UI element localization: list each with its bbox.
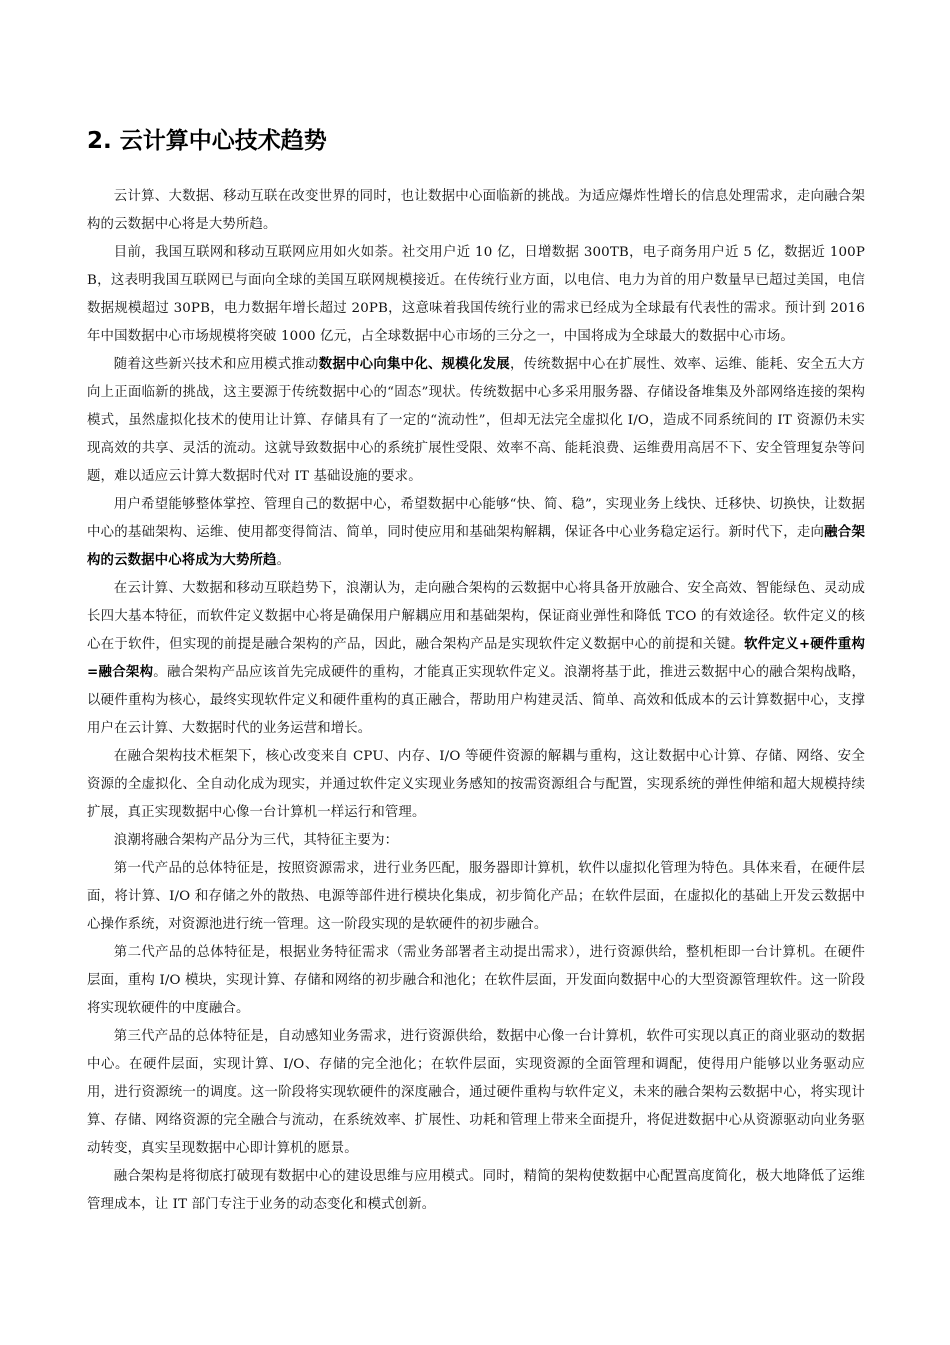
paragraph-text: 。融合架构产品应该首先完成硬件的重构，才能真正实现软件定义。浪潮将基于此，推进云数据中心的融合架构战略，以硬件重构为核心，最终实现软件定义和硬件重构的真正融合，帮助用户构建灵活、简单、高效和低成本的云计算数据中心，支撑用户在云计算、大数据时代的业务运营和增长。 [87, 665, 865, 736]
paragraph-text: 在云计算、大数据和移动互联趋势下，浪潮认为，走向融合架构的云数据中心将具备开放融合、安全高效、智能绿色、灵动成长四大基本特征，而软件定义数据中心将是确保用户解耦应用和基础架构，保证商业弹性和降低 TCO 的有效途径。软件定义的核心在于软件，但实现的前提是融合架构的产品，因此，融合架构产品是实现软件定义数据中心的前提和关键。 [87, 581, 865, 652]
paragraph-text: 第二代产品的总体特征是，根据业务特征需求（需业务部署者主动提出需求），进行资源供给，整机柜即一台计算机。在硬件层面，重构 I/O 模块，实现计算、存储和网络的初步融合和池化；在软件层面，开发面向数据中心的大型资源管理软件。这一阶段将实现软硬件的中度融合。 [87, 945, 865, 1016]
bold-text: 融合架构的云数据中心将成为大势所趋 [87, 525, 865, 568]
paragraph-text: 目前，我国互联网和移动互联网应用如火如荼。社交用户近 10 亿，日增数据 300TB，电子商务用户近 5 亿，数据近 100PB，这表明我国互联网已与面向全球的美国互联网规模接近。在传统行业方面，以电信、电力为首的用户数量早已超过美国，电信数据规模超过 30PB，电力数据年增长超过 20PB，这意味着我国传统行业的需求已经成为全球最有代表性的需求。预计到 2016 年中国数据中心市场规模将突破 1000 亿元，占全球数据中心市场的三分之一，中国将成为全球最大的数据中心市场。 [87, 245, 865, 344]
paragraph-text: 第一代产品的总体特征是，按照资源需求，进行业务匹配，服务器即计算机，软件以虚拟化管理为特色。具体来看，在硬件层面，将计算、I/O 和存储之外的散热、电源等部件进行模块化集成，初步简化产品；在软件层面，在虚拟化的基础上开发云数据中心操作系统，对资源池进行统一管理。这一阶段实现的是软硬件的初步融合。 [87, 861, 865, 932]
paragraph [87, 575, 865, 743]
paragraph-text: 在融合架构技术框架下，核心改变来自 CPU、内存、I/O 等硬件资源的解耦与重构，这让数据中心计算、存储、网络、安全资源的全虚拟化、全自动化成为现实，并通过软件定义实现业务感知的按需资源组合与配置，实现系统的弹性伸缩和超大规模持续扩展，真正实现数据中心像一台计算机一样运行和管理。 [87, 749, 865, 820]
paragraph [87, 1023, 865, 1163]
paragraph-text: 融合架构是将彻底打破现有数据中心的建设思维与应用模式。同时，精简的架构使数据中心配置高度简化，极大地降低了运维管理成本，让 IT 部门专注于业务的动态变化和模式创新。 [87, 1169, 865, 1212]
paragraph [87, 827, 865, 855]
document-body [87, 183, 865, 1219]
paragraph-text: 浪潮将融合架构产品分为三代，其特征主要为： [113, 833, 399, 848]
paragraph [87, 939, 865, 1023]
section-title: 2. 云计算中心技术趋势 [87, 128, 327, 154]
paragraph-text: ，传统数据中心在扩展性、效率、运维、能耗、安全五大方向上正面临新的挑战，这主要源于传统数据中心的“固态”现状。传统数据中心多采用服务器、存储设备堆集及外部网络连接的架构模式，虽然虚拟化技术的使用让计算、存储具有了一定的“流动性”，但却无法完全虚拟化 I/O，造成不同系统间的 IT 资源仍未实现高效的共享、灵活的流动。这就导致数据中心的系统扩展性受限、效率不高、能耗浪费、运维费用高居不下、安全管理复杂等问题，难以适应云计算大数据时代对 IT 基础设施的要求。 [87, 357, 865, 484]
bold-text: 软件定义+硬件重构=融合架构 [87, 637, 865, 680]
paragraph [87, 183, 865, 239]
paragraph [87, 743, 865, 827]
bold-text: 数据中心向集中化、规模化发展 [318, 357, 510, 372]
paragraph-text: 随着这些新兴技术和应用模式推动 [113, 357, 319, 372]
paragraph [87, 1163, 865, 1219]
paragraph-text: 用户希望能够整体掌控、管理自己的数据中心，希望数据中心能够“快、简、稳”，实现业务上线快、迁移快、切换快，让数据中心的基础架构、运维、使用都变得简洁、简单，同时使应用和基础架构解耦，保证各中心业务稳定运行。新时代下，走向 [87, 497, 865, 540]
paragraph-text: 第三代产品的总体特征是，自动感知业务需求，进行资源供给，数据中心像一台计算机，软件可实现以真正的商业驱动的数据中心。在硬件层面，实现计算、I/O、存储的完全池化；在软件层面，实现资源的全面管理和调配，使得用户能够以业务驱动应用，进行资源统一的调度。这一阶段将实现软硬件的深度融合，通过硬件重构与软件定义，未来的融合架构云数据中心，将实现计算、存储、网络资源的完全融合与流动，在系统效率、扩展性、功耗和管理上带来全面提升，将促进数据中心从资源驱动向业务驱动转变，真实呈现数据中心即计算机的愿景。 [87, 1029, 865, 1156]
paragraph-text: 。 [276, 553, 291, 568]
paragraph [87, 855, 865, 939]
paragraph [87, 491, 865, 575]
paragraph [87, 351, 865, 491]
paragraph-text: 云计算、大数据、移动互联在改变世界的同时，也让数据中心面临新的挑战。为适应爆炸性增长的信息处理需求，走向融合架构的云数据中心将是大势所趋。 [87, 189, 865, 232]
paragraph [87, 239, 865, 351]
